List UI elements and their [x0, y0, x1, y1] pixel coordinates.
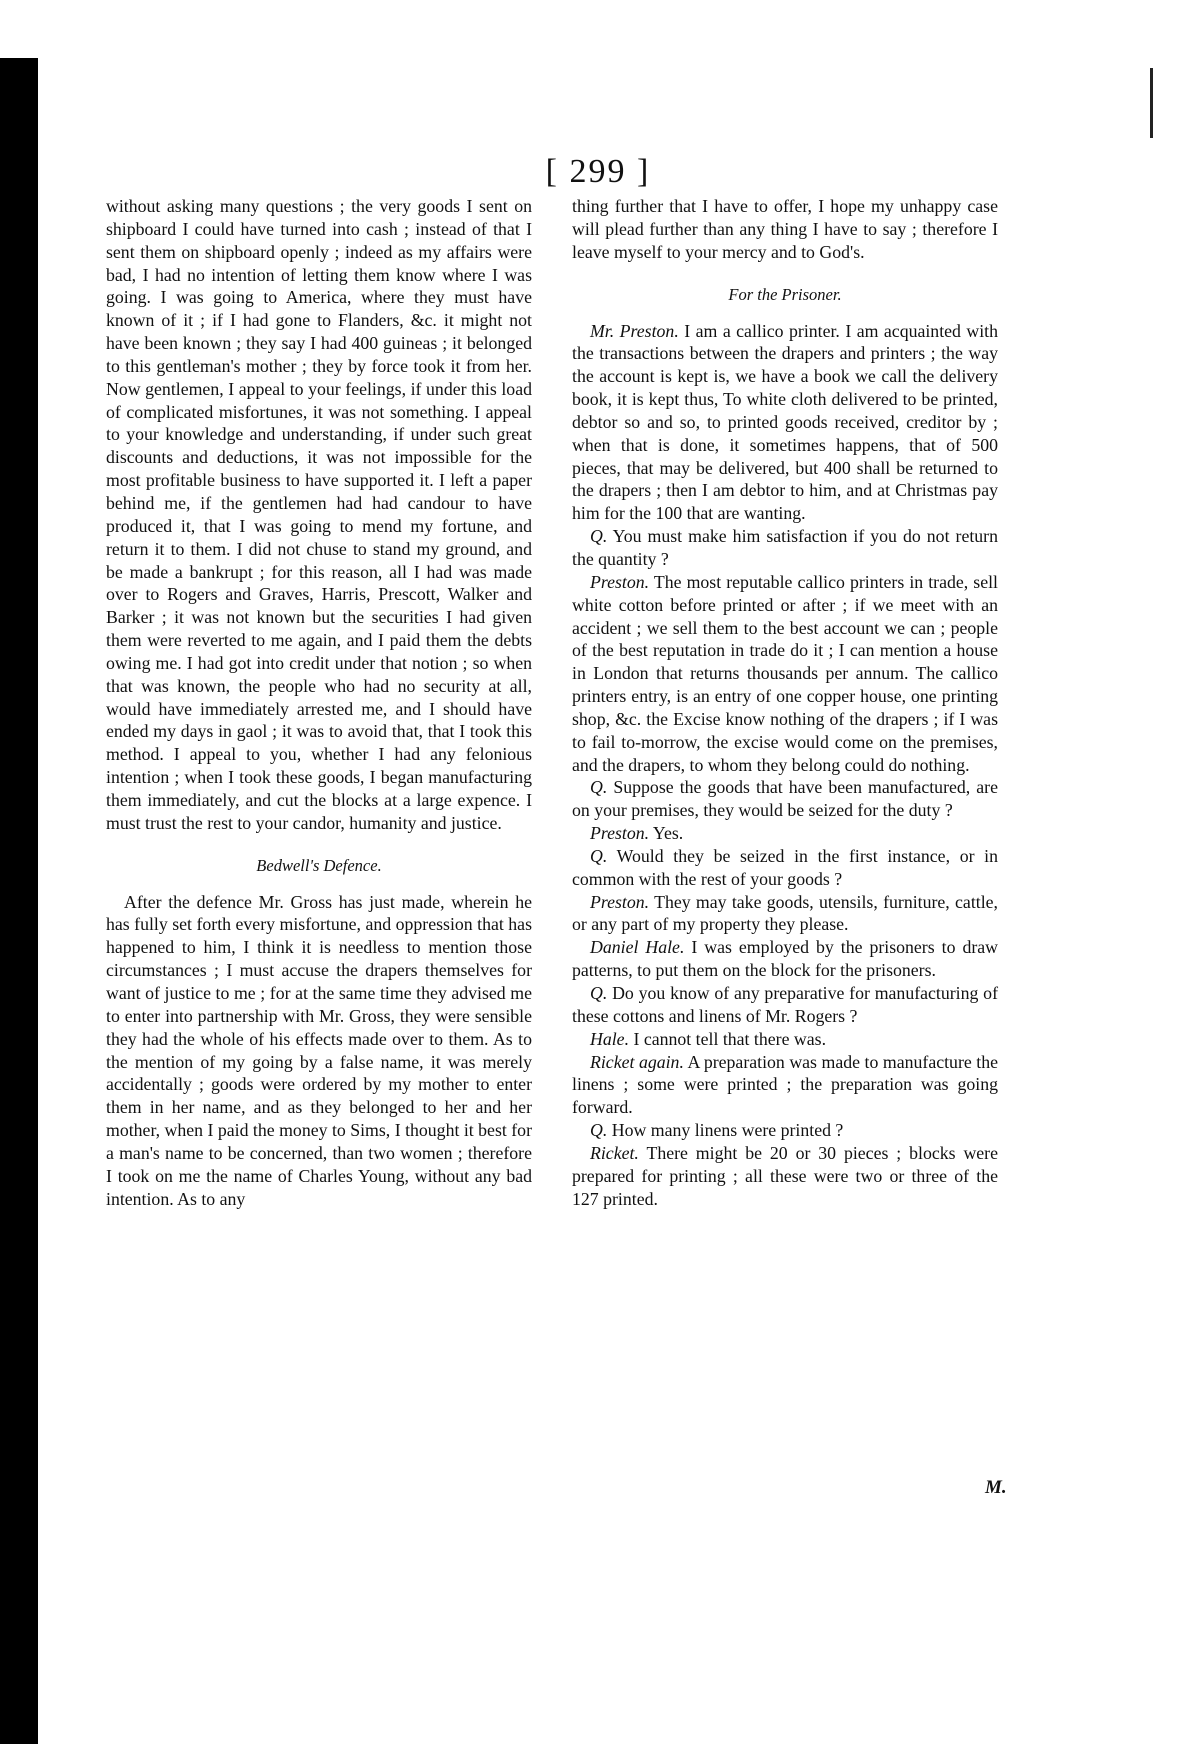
testimony-text: I was employed by the prisoners to draw patterns, to put them on the block for the prisoners.: [572, 937, 998, 981]
section-heading-bedwell: Bedwell's Defence.: [256, 855, 382, 875]
testimony-entry: [572, 982, 998, 1028]
testimony-entry: [572, 845, 998, 891]
testimony-text: The most reputable callico printers in trade, sell white cotton before printed or after ; if we meet with an accident ; we sell them to the best account we can ; people of the best reputation in trade do it ; I can mention a house in London that returns thousands per annum. The callico printers entry, is an entry of one copper house, one printing shop, &c. the Excise know nothing of the drapers ; if I was to fail to-morrow, the excise would come on the premises, and the drapers, to whom they belong could do nothing.: [572, 571, 998, 775]
testimony-text: Suppose the goods that have been manufactured, are on your premises, they would be seized for the duty ?: [572, 777, 998, 821]
speaker-name: Preston.: [590, 823, 650, 844]
scan-border: [0, 58, 38, 1744]
testimony-text: Would they be seized in the first instance, or in common with the rest of your goods ?: [572, 845, 998, 889]
right-column: [572, 195, 998, 1210]
speaker-name: Q.: [590, 526, 608, 547]
speaker-name: Preston.: [590, 571, 650, 592]
testimony-entry: [572, 1119, 998, 1142]
speaker-name: Q.: [590, 845, 608, 866]
bedwell-defence-paragraph: After the defence Mr. Gross has just made, wherein he has fully set forth every misfortune, and oppression that has happened to him, I think it is needless to mention those circumstances ; I must accuse the drapers themselves for want of justice to me ; for at the same time they advised me to enter into partnership with Mr. Gross, they were sensible they had the whole of his effects made over to them. As to the mention of my going by a false name, it was merely accidentally ; goods were ordered by my mother to enter them in her name, and as they belonged to her and her mother, when I paid the money to Sims, I thought it best for a man's name to be concerned, than two women ; therefore I took on me the name of Charles Young, without any bad intention. As to any: [106, 891, 532, 1209]
speaker-name: Hale.: [590, 1028, 630, 1049]
section-heading-prisoner: For the Prisoner.: [728, 284, 842, 304]
testimony-entry: [572, 891, 998, 937]
speaker-name: Q.: [590, 983, 608, 1003]
page-number: [ 299 ]: [545, 153, 651, 190]
testimony-text: I cannot tell that there was.: [629, 1028, 827, 1049]
speaker-name: Ricket again.: [590, 1051, 684, 1072]
testimony-text: They may take goods, utensils, furniture, cattle, or any part of my property they please.: [572, 891, 998, 935]
speaker-name: Q.: [590, 1120, 608, 1141]
testimony-entry: [572, 1142, 998, 1211]
scan-edge-mark: [1150, 68, 1153, 138]
testimony-text: You must make him satisfaction if you do not return the quantity ?: [572, 526, 998, 569]
testimony-text: Yes.: [649, 823, 684, 844]
testimony-entry: [572, 1051, 998, 1120]
gross-defence-paragraph: without asking many questions ; the very goods I sent on shipboard I could have turned into cash ; instead of that I sent them on shipboard openly ; indeed as my affairs were bad, I had no intention of letting them know where I was going. I was going to America, where they must have known of it ; if I had gone to Flanders, &c. it might not have been known ; they say I had 400 guineas ; it belonged to this gentleman's mother ; they by force took it from her. Now gentlemen, I appeal to your feelings, if under this load of complicated misfortunes, it was not something. I appeal to your knowledge and understanding, if under such great discounts and deductions, it was not impossible for the most profitable business to have supported it. I left a paper behind me, if the gentlemen had had candour to have produced it, that I was going to mend my fortune, and return it to them. I did not chuse to stand my ground, and be made a bankrupt ; for this reason, all I had was made over to Rogers and Graves, Harris, Prescott, Walker and Barker ; it was not known but the securities I had given them were reverted to me again, and I paid them the debts owing me. I had got into credit under that notion ; so when that was known, the people who had no security at all, would have immediately arrested me, and I should have ended my days in gaol ; it was to avoid that, that I took this method. I appeal to you, whether I had any felonious intention ; when I took these goods, I began manufacturing them immediately, and cut the blocks at a large expence. I must trust the rest to your candor, humanity and justice.: [106, 196, 532, 833]
speaker-name: Q.: [590, 777, 608, 798]
testimony-entry: [572, 936, 998, 982]
testimony-text: There might be 20 or 30 pieces ; blocks were prepared for printing ; all these were two or three of the 127 printed.: [572, 1142, 998, 1209]
speaker-name: Mr. Preston.: [590, 320, 679, 341]
speaker-name: Daniel Hale.: [590, 937, 685, 958]
speaker-name: Preston.: [590, 891, 650, 912]
testimony-entry: [572, 320, 998, 526]
testimony-entry: [572, 1028, 998, 1051]
testimony-text: Do you know of any preparative for manufacturing of these cottons and linens of Mr. Rogers ?: [572, 983, 998, 1026]
testimony-entry: [572, 822, 998, 845]
continuation-paragraph: thing further that I have to offer, I hope my unhappy case will plead further than any thing I have to say ; therefore I leave myself to your mercy and to God's.: [572, 196, 998, 262]
left-column: [106, 195, 532, 1210]
testimony-entry: [572, 776, 998, 822]
catchword: M.: [985, 1477, 1007, 1498]
testimony-entry: [572, 571, 998, 777]
testimony-text: How many linens were printed ?: [607, 1120, 844, 1141]
speaker-name: Ricket.: [590, 1142, 639, 1163]
testimony-entry: [572, 525, 998, 571]
testimony-text: I am a callico printer. I am acquainted with the transactions between the drapers and printers ; the way the account is kept is, we have a book we call the delivery book, it is kept thus, To white cloth delivered to be printed, debtor so and so, to printed goods received, creditor by ; when that is done, it sometimes happens, that of 500 pieces, that may be delivered, but 400 shall be returned to the drapers ; then I am debtor to him, and at Christmas pay him for the 100 that are wanting.: [572, 320, 998, 524]
testimony-text: A preparation was made to manufacture the linens ; some were printed ; the preparation was going forward.: [572, 1051, 999, 1118]
